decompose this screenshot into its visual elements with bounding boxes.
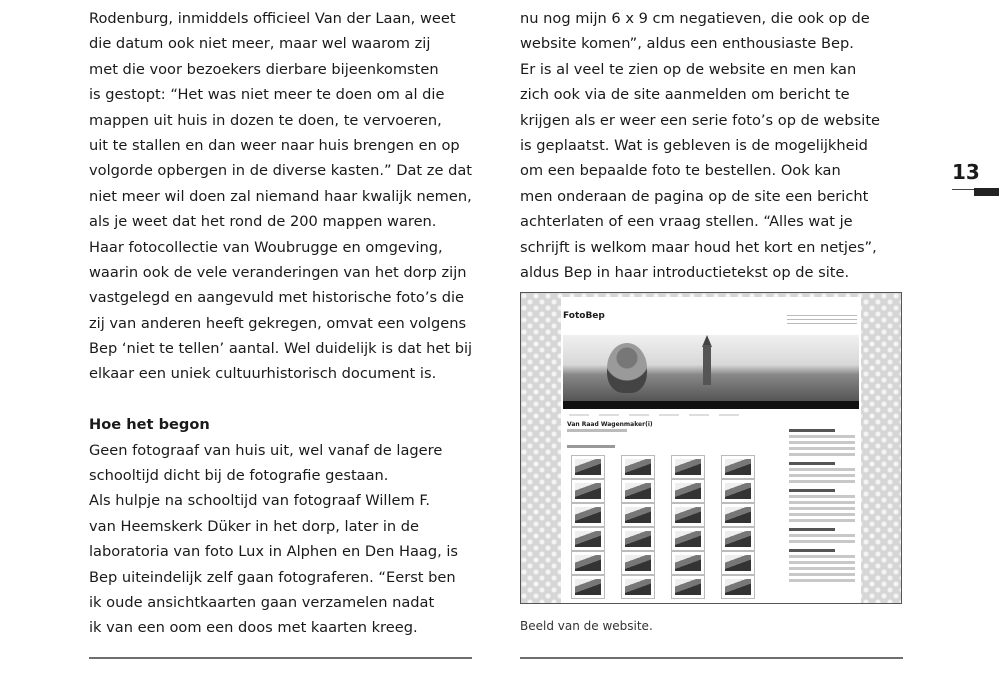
text-line: die datum ook niet meer, maar wel waarom zij	[89, 35, 431, 53]
site-title: FotoBep	[563, 311, 605, 321]
right-paragraph	[520, 6, 910, 285]
text-line: Haar fotocollectie van Woubrugge en omgeving,	[89, 238, 443, 256]
photo-thumbnail	[721, 479, 755, 503]
text-line: van Heemskerk Düker in het dorp, later in de	[89, 517, 420, 535]
text-line: als je weet dat het rond de 200 mappen waren.	[89, 213, 437, 231]
left-bottom-rule	[89, 657, 472, 659]
text-line: Geen fotograaf van huis uit, wel vanaf de lagere	[89, 441, 443, 459]
text-line: zij van anderen heeft gekregen, omvat een volgens	[89, 314, 467, 332]
photo-thumbnail	[621, 503, 655, 527]
photo-thumbnail	[621, 479, 655, 503]
text-line: om een bepaalde foto te bestellen. Ook kan	[520, 162, 841, 180]
photo-thumbnail	[671, 527, 705, 551]
photo-thumbnail	[721, 551, 755, 575]
post-meta	[567, 429, 627, 432]
photo-thumbnail	[671, 479, 705, 503]
left-paragraph-2	[89, 438, 479, 641]
right-bottom-rule	[520, 657, 903, 659]
text-line: vastgelegd en aangevuld met historische foto’s die	[89, 289, 464, 307]
text-line: Bep uiteindelijk zelf gaan fotograferen. “Eerst ben	[89, 568, 456, 586]
text-line: met die voor bezoekers dierbare bijeenkomsten	[89, 60, 439, 78]
text-line: men onderaan de pagina op de site een bericht	[520, 187, 869, 205]
photo-thumbnail	[721, 575, 755, 599]
section-heading: Hoe het begon	[89, 416, 210, 434]
text-line: waarin ook de vele veranderingen van het dorp zijn	[89, 263, 467, 281]
text-line: laboratoria van foto Lux in Alphen en Den Haag, is	[89, 543, 459, 561]
paragraph-gap	[89, 387, 479, 412]
text-line: mappen uit huis in dozen te doen, te vervoeren,	[89, 111, 442, 129]
photo-thumbnail	[571, 479, 605, 503]
left-paragraph	[89, 6, 479, 387]
text-line: ik oude ansichtkaarten gaan verzamelen nadat	[89, 593, 435, 611]
right-column	[520, 6, 910, 285]
text-line: krijgen als er weer een serie foto’s op de website	[520, 111, 881, 129]
text-line: achterlaten of een vraag stellen. “Alles wat je	[520, 213, 853, 231]
photo-thumbnail	[621, 527, 655, 551]
photo-thumbnail	[621, 575, 655, 599]
website-screenshot	[520, 292, 902, 604]
photo-thumbnail	[571, 503, 605, 527]
left-column	[89, 6, 479, 641]
text-line: website komen”, aldus een enthousiaste Bep.	[520, 35, 854, 53]
text-line: aldus Bep in haar introductietekst op de site.	[520, 263, 850, 281]
page-number: 13	[952, 160, 980, 184]
text-line: niet meer wil doen zal niemand haar kwalijk nemen,	[89, 187, 472, 205]
text-line: zich ook via de site aanmelden om bericht te	[520, 86, 850, 104]
photo-thumbnail	[721, 527, 755, 551]
site-navbar	[563, 401, 859, 409]
portrait-photo	[607, 343, 647, 393]
site-tagline	[787, 315, 857, 325]
text-line: Bep ‘niet te tellen’ aantal. Wel duidelijk is dat het bij	[89, 340, 473, 358]
text-line: uit te stallen en dan weer naar huis brengen en op	[89, 136, 460, 154]
photo-thumbnail	[671, 455, 705, 479]
website-page	[561, 297, 861, 604]
text-line: nu nog mijn 6 x 9 cm negatieven, die ook op de	[520, 10, 870, 27]
photo-thumbnail	[671, 575, 705, 599]
photo-thumbnail	[721, 455, 755, 479]
photo-thumbnail	[721, 503, 755, 527]
photo-thumbnail	[571, 551, 605, 575]
photo-thumbnail	[621, 455, 655, 479]
text-line: schrijft is welkom maar houd het kort en netjes”,	[520, 238, 877, 256]
photo-thumbnail	[571, 575, 605, 599]
text-line: volgorde opbergen in de diverse kasten.” Dat ze dat	[89, 162, 473, 180]
photo-thumbnail	[571, 455, 605, 479]
text-line: is gestopt: “Het was niet meer te doen om al die	[89, 86, 445, 104]
text-line: ik van een oom een doos met kaarten kreeg.	[89, 619, 418, 637]
site-sidebar	[789, 423, 855, 585]
post-link	[567, 445, 615, 448]
church-tower	[703, 345, 711, 385]
text-line: Er is al veel te zien op de website en men kan	[520, 60, 857, 78]
photo-thumbnail	[671, 551, 705, 575]
photo-thumbnail	[571, 527, 605, 551]
page-number-line	[952, 189, 974, 190]
page-number-bar	[974, 188, 999, 196]
text-line: elkaar een uniek cultuurhistorisch document is.	[89, 365, 437, 383]
photo-thumbnail	[621, 551, 655, 575]
post-title: Van Raad Wagenmaker(i)	[567, 421, 653, 428]
text-line: schooltijd dicht bij de fotografie gestaan.	[89, 467, 389, 485]
text-line: Als hulpje na schooltijd van fotograaf Willem F.	[89, 492, 431, 510]
site-banner-photo	[563, 335, 859, 401]
photo-thumbnail	[671, 503, 705, 527]
figure-caption: Beeld van de website.	[520, 619, 653, 633]
text-line: is geplaatst. Wat is gebleven is de mogelijkheid	[520, 136, 868, 154]
text-line: Rodenburg, inmiddels officieel Van der Laan, weet	[89, 10, 456, 27]
